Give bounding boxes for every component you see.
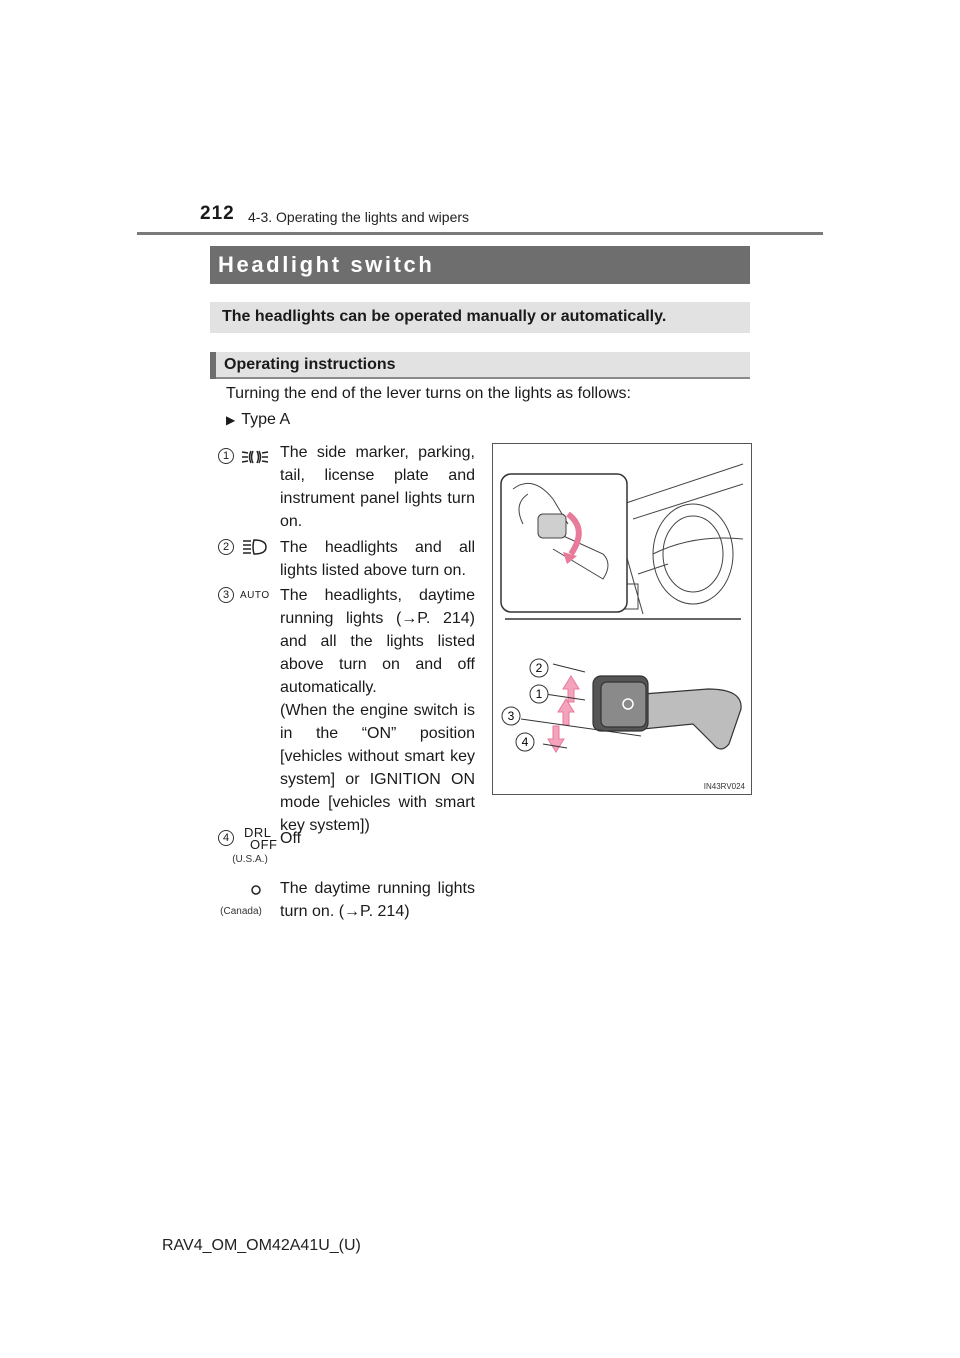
item-number-4: 4 [218,830,234,846]
headlight-icon [242,538,268,556]
type-label-text: Type A [241,411,291,428]
item-3-text [280,584,475,837]
callout-3: 3 [507,709,515,723]
chapter-title: 4-3. Operating the lights and wipers [248,209,470,225]
drl-off-icon [244,827,278,851]
region-usa: (U.S.A.) [232,854,268,865]
canada-text: The daytime running lights turn on. (→P. 214) [280,880,475,920]
subheading-accent [210,352,216,379]
figure-code: IN43RV024 [703,782,745,791]
page-number: 212 [200,203,235,224]
section-title: Headlight switch [218,252,435,277]
item-4-text: Off [280,830,302,847]
headlight-switch-illustration [492,443,752,795]
region-canada: (Canada) [220,906,262,917]
callout-2: 2 [535,661,543,675]
auto-icon: AUTO [240,590,270,601]
callout-1: 1 [535,687,543,701]
off-icon-text: OFF [250,837,278,852]
lead-text: Turning the end of the lever turns on the lights as follows: [226,385,631,402]
parking-lights-icon [240,448,270,466]
intro-text: The headlights can be operated manually or automatically. [222,308,667,325]
item-2-text: The headlights and all lights listed above turn on. [280,539,475,579]
type-label [226,411,290,429]
callout-4: 4 [521,735,529,749]
drl-on-icon [249,883,263,897]
section-title-bar [210,246,750,284]
triangle-bullet-icon: ▶ [226,413,236,427]
item-number-2: 2 [218,539,234,555]
item-3-note: (When the engine switch is in the “ON” position [vehicles without smart key system] or IGNITION ON mode [vehicles with smart key system]) [280,702,475,834]
header-rule [137,232,823,235]
item-number-1: 1 [218,448,234,464]
subheading-text: Operating instructions [224,356,396,373]
item-3-main: The headlights, daytime running lights (→P. 214) and all the lights listed above turn on and off automatically. [280,587,475,696]
drl-icon-text: DRL [244,825,272,840]
item-1-text: The side marker, parking, tail, license plate and instrument panel lights turn on. [280,444,475,530]
intro-box [210,302,750,333]
item-number-3: 3 [218,587,234,603]
subheading-bar [210,352,750,379]
footer-code: RAV4_OM_OM42A41U_(U) [162,1237,361,1254]
